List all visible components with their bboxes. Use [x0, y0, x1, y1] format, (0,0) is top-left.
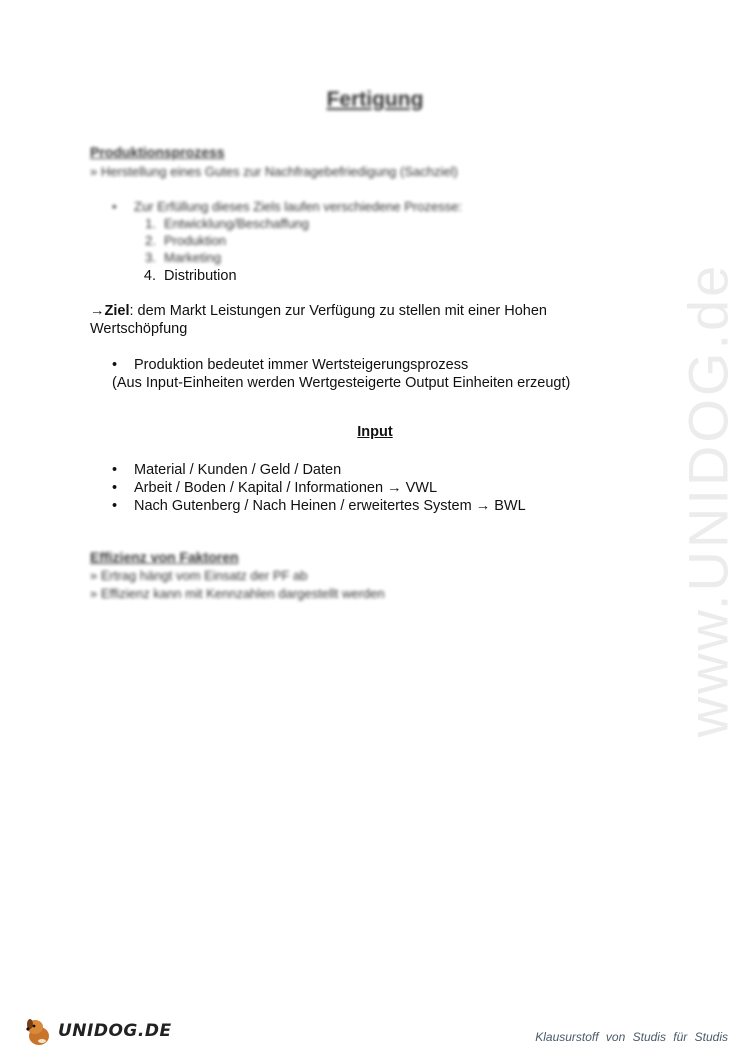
- step-number: 3.: [145, 250, 156, 265]
- unidog-logo: [22, 1014, 172, 1048]
- list-item-text: Produktion bedeutet immer Wertsteigerungsprozess: [134, 357, 469, 373]
- step-item-4: [132, 267, 237, 285]
- produktion-bullet: [112, 356, 468, 374]
- ziel-label: Ziel: [104, 303, 130, 319]
- footer-slogan: Klausurstoff von Studis für Studis: [535, 1030, 728, 1044]
- bullet-icon: •: [112, 480, 118, 496]
- step-label: Distribution: [164, 268, 237, 284]
- step-number: 4.: [143, 268, 156, 284]
- list-item-text: Nach Gutenberg / Nach Heinen / erweitertes System → BWL: [134, 498, 526, 514]
- step-label: Entwicklung/Beschaffung: [164, 216, 310, 231]
- ziel-line: [90, 302, 547, 320]
- input-heading: Input: [357, 424, 393, 440]
- step-number: 2.: [145, 233, 156, 248]
- ziel-line-2: Wertschöpfung: [90, 321, 188, 337]
- input-item-2: [112, 479, 437, 497]
- input-item-1: [112, 461, 341, 479]
- step-item-1: [132, 216, 309, 231]
- list-item-text: Zur Erfüllung dieses Ziels laufen verschiedene Prozesse:: [134, 199, 463, 214]
- section-heading-effizienz: Effizienz von Faktoren: [90, 549, 239, 565]
- bullet-icon: •: [112, 357, 118, 373]
- step-number: 1.: [145, 216, 156, 231]
- page-title: Fertigung: [326, 88, 424, 111]
- list-item-text: Material / Kunden / Geld / Daten: [134, 462, 342, 478]
- bullet-icon: •: [112, 498, 118, 514]
- bullet-icon: •: [112, 462, 118, 478]
- list-item-text: Arbeit / Boden / Kapital / Informationen → VWL: [134, 480, 438, 496]
- watermark: www.UNIDOG.de: [676, 262, 740, 738]
- section-line: » Ertrag hängt vom Einsatz der PF ab: [90, 568, 308, 583]
- step-label: Marketing: [164, 250, 222, 265]
- dog-icon: [22, 1014, 56, 1048]
- produktion-sub: (Aus Input-Einheiten werden Wertgesteigerte Output Einheiten erzeugt): [112, 375, 571, 391]
- section-line: » Herstellung eines Gutes zur Nachfragebefriedigung (Sachziel): [90, 164, 458, 179]
- arrow-icon: →: [90, 303, 105, 319]
- section-heading-produktionsprozess: Produktionsprozess: [90, 144, 225, 160]
- ziel-text: : dem Markt Leistungen zur Verfügung zu stellen mit einer Hohen: [129, 303, 547, 319]
- section-line: » Effizienz kann mit Kennzahlen dargestellt werden: [90, 586, 385, 601]
- step-item-3: [132, 250, 221, 265]
- input-item-3: [112, 497, 526, 515]
- list-item-bullet: [112, 199, 462, 214]
- step-item-2: [132, 233, 226, 248]
- bullet-icon: •: [112, 199, 117, 214]
- logo-text: UNIDOG.DE: [58, 1021, 172, 1041]
- step-label: Produktion: [164, 233, 227, 248]
